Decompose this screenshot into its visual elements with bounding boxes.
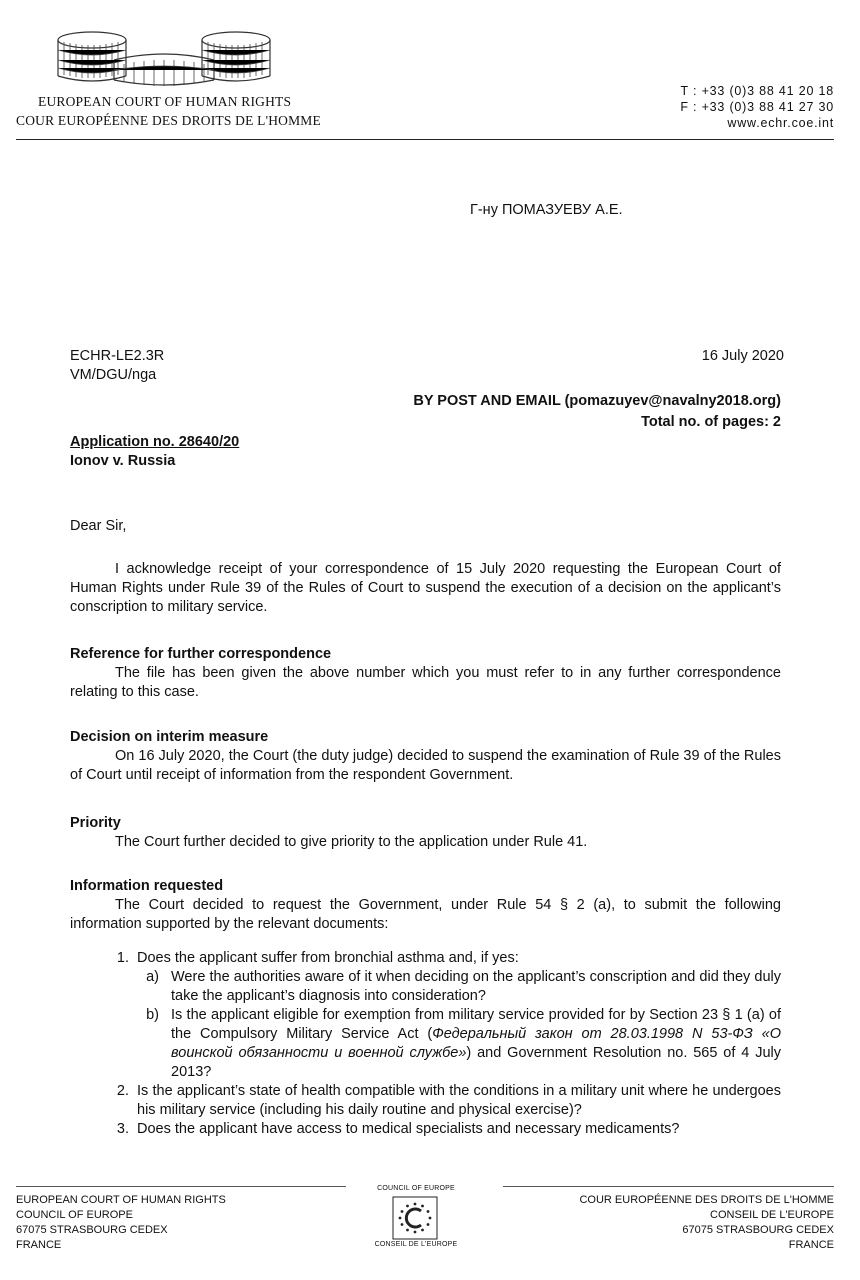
court-building-logo-icon xyxy=(54,20,274,92)
section-heading: Information requested xyxy=(70,878,224,894)
fax-number: F : +33 (0)3 88 41 27 30 xyxy=(680,100,834,114)
footer-line: 67075 STRASBOURG CEDEX xyxy=(682,1224,834,1236)
footer-address-english xyxy=(16,1193,226,1253)
section-text: The Court further decided to give priority to the application under Rule 41. xyxy=(115,834,588,850)
question-item xyxy=(70,1120,781,1139)
addressee: Г-ну ПОМАЗУЕВУ А.Е. xyxy=(470,202,623,218)
salutation: Dear Sir, xyxy=(70,518,127,534)
section-heading: Reference for further correspondence xyxy=(70,646,332,662)
section-heading: Decision on interim measure xyxy=(70,729,269,745)
delivery-method: BY POST AND EMAIL (pomazuyev@navalny2018.org) xyxy=(413,393,781,409)
question-item xyxy=(70,1082,781,1120)
phone-number: T : +33 (0)3 88 41 20 18 xyxy=(680,84,834,98)
footer-line: FRANCE xyxy=(16,1239,62,1251)
question-text: Does the applicant have access to medical specialists and necessary medicaments? xyxy=(137,1121,680,1137)
sub-question-text-part: ) and Government Resolution no. 565 of 4 July 2013? xyxy=(171,1045,781,1080)
sub-question-text xyxy=(171,1006,781,1082)
footer-divider-left xyxy=(16,1186,346,1187)
court-name-english: EUROPEAN COURT OF HUMAN RIGHTS xyxy=(38,94,292,109)
court-name-french: COUR EUROPÉENNE DES DROITS DE L'HOMME xyxy=(16,113,321,128)
questions-list xyxy=(70,949,781,1139)
section-priority xyxy=(70,814,781,852)
total-pages: Total no. of pages: 2 xyxy=(641,414,781,430)
footer-line: 67075 STRASBOURG CEDEX xyxy=(16,1224,168,1236)
footer-line: COUR EUROPÉENNE DES DROITS DE L'HOMME xyxy=(579,1194,834,1206)
section-text: The file has been given the above number which you must refer to in any further correspondence relating to this case. xyxy=(70,665,781,700)
footer-line: EUROPEAN COURT OF HUMAN RIGHTS xyxy=(16,1194,226,1206)
question-number: 1. xyxy=(116,950,129,966)
coe-label-french: CONSEIL DE L'EUROPE xyxy=(374,1241,458,1248)
case-name: Ionov v. Russia xyxy=(70,453,176,469)
section-interim-measure xyxy=(70,728,781,785)
reference-block xyxy=(70,347,164,385)
section-reference xyxy=(70,645,781,702)
reference-initials: VM/DGU/nga xyxy=(70,367,157,383)
footer-line: FRANCE xyxy=(788,1239,834,1251)
russian-law-title: Федеральный закон от 28.03.1998 N 53-ФЗ «О воинской обязанности и военной службе» xyxy=(171,1026,781,1061)
header-divider xyxy=(16,139,834,140)
council-of-europe-emblem-icon xyxy=(392,1196,438,1240)
question-text: Is the applicant’s state of health compatible with the conditions in a military unit where he undergoes his military service (including his daily routine and physical exercise)? xyxy=(137,1083,781,1118)
question-item xyxy=(70,949,781,968)
application-block xyxy=(70,433,239,471)
acknowledgement-paragraph: I acknowledge receipt of your correspondence of 15 July 2020 requesting the European Court of Human Rights under Rule 39 of the Rules of Court to suspend the execution of a decision on the applicant’s conscription to military service. xyxy=(70,561,781,615)
application-number: Application no. 28640/20 xyxy=(70,434,240,450)
footer-address-french xyxy=(579,1193,834,1253)
sub-question-text-part: Is the applicant eligible for exemption from military service provided for by Section 23 § 1 (a) of the Compulsory Military Service Act ( xyxy=(171,1007,781,1042)
section-text: On 16 July 2020, the Court (the duty judge) decided to suspend the examination of Rule 39 of the Rules of Court until receipt of information from the respondent Government. xyxy=(70,748,781,783)
section-text: The Court decided to request the Government, under Rule 54 § 2 (a), to submit the following information supported by the relevant documents: xyxy=(70,897,781,932)
sub-question-text: Were the authorities aware of it when deciding on the applicant’s conscription and did they duly take the applicant’s diagnosis into consideration? xyxy=(171,969,781,1004)
sub-question-item xyxy=(70,1006,781,1082)
delivery-block xyxy=(413,391,781,433)
question-number: 2. xyxy=(116,1083,129,1099)
sub-question-item xyxy=(70,968,781,1006)
contact-block xyxy=(680,83,834,131)
reference-code: ECHR-LE2.3R xyxy=(70,348,165,364)
sub-question-letter: b) xyxy=(146,1007,159,1023)
section-heading: Priority xyxy=(70,815,121,831)
footer-divider-right xyxy=(503,1186,834,1187)
footer-line: COUNCIL OF EUROPE xyxy=(16,1209,133,1221)
footer-line: CONSEIL DE L'EUROPE xyxy=(710,1209,834,1221)
website-link[interactable]: www.echr.coe.int xyxy=(727,116,834,130)
question-text: Does the applicant suffer from bronchial asthma and, if yes: xyxy=(137,950,519,966)
sub-question-letter: a) xyxy=(146,969,159,985)
letter-date: 16 July 2020 xyxy=(701,348,784,364)
coe-label-english: COUNCIL OF EUROPE xyxy=(377,1185,455,1192)
question-number: 3. xyxy=(116,1121,129,1137)
section-information-requested xyxy=(70,877,781,934)
